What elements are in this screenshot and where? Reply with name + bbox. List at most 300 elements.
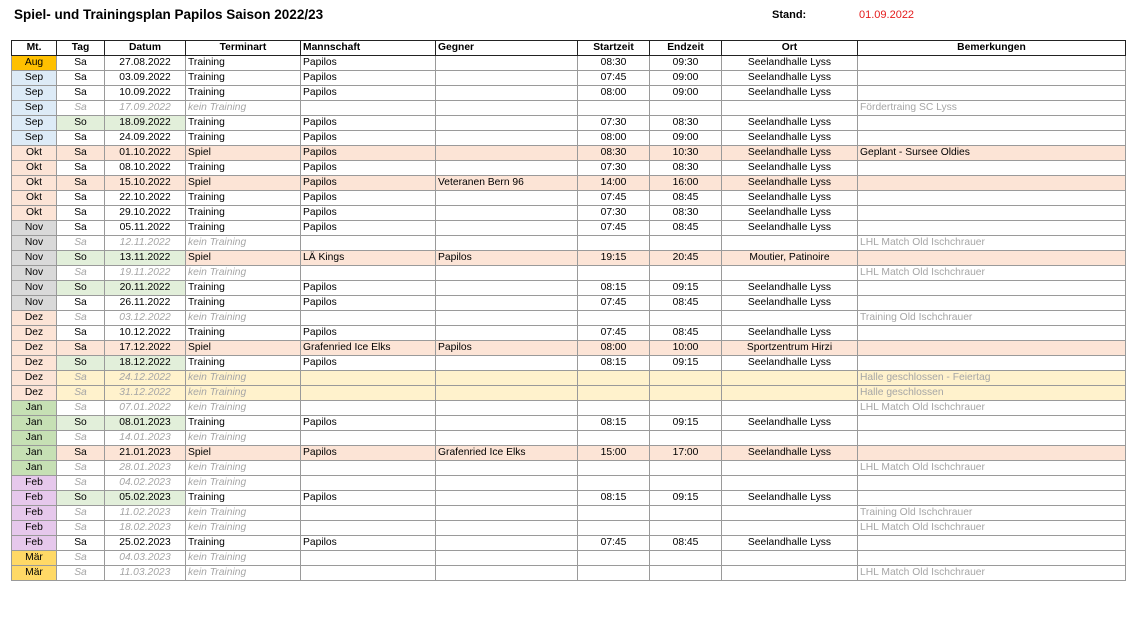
cell-opponent[interactable] <box>436 401 578 416</box>
cell-month[interactable]: Nov <box>12 251 57 266</box>
cell-team[interactable]: Papilos <box>301 356 436 371</box>
cell-start-time[interactable] <box>578 431 650 446</box>
table-row[interactable] <box>12 401 1126 416</box>
cell-start-time[interactable] <box>578 476 650 491</box>
cell-end-time[interactable]: 08:45 <box>650 536 722 551</box>
cell-location[interactable]: Seelandhalle Lyss <box>722 356 858 371</box>
cell-day[interactable]: Sa <box>57 236 105 251</box>
cell-team[interactable] <box>301 566 436 581</box>
cell-opponent[interactable] <box>436 281 578 296</box>
column-header-event-type[interactable]: Terminart <box>186 41 301 56</box>
cell-team[interactable]: Papilos <box>301 416 436 431</box>
cell-day[interactable]: So <box>57 491 105 506</box>
column-header-date[interactable]: Datum <box>105 41 186 56</box>
cell-end-time[interactable] <box>650 266 722 281</box>
cell-remarks[interactable] <box>858 86 1126 101</box>
cell-start-time[interactable]: 07:45 <box>578 326 650 341</box>
cell-month[interactable]: Mär <box>12 551 57 566</box>
cell-event-type[interactable]: Training <box>186 116 301 131</box>
cell-team[interactable]: Papilos <box>301 71 436 86</box>
cell-location[interactable]: Seelandhalle Lyss <box>722 56 858 71</box>
cell-end-time[interactable]: 09:15 <box>650 491 722 506</box>
cell-end-time[interactable]: 10:30 <box>650 146 722 161</box>
cell-month[interactable]: Jan <box>12 461 57 476</box>
cell-month[interactable]: Sep <box>12 101 57 116</box>
cell-opponent[interactable]: Papilos <box>436 341 578 356</box>
cell-date[interactable]: 01.10.2022 <box>105 146 186 161</box>
table-row[interactable] <box>12 266 1126 281</box>
cell-day[interactable]: Sa <box>57 521 105 536</box>
cell-remarks[interactable] <box>858 296 1126 311</box>
cell-day[interactable]: So <box>57 251 105 266</box>
cell-day[interactable]: Sa <box>57 296 105 311</box>
column-header-opponent[interactable]: Gegner <box>436 41 578 56</box>
cell-event-type[interactable]: kein Training <box>186 401 301 416</box>
cell-day[interactable]: Sa <box>57 131 105 146</box>
cell-day[interactable]: Sa <box>57 161 105 176</box>
table-row[interactable] <box>12 371 1126 386</box>
cell-opponent[interactable] <box>436 101 578 116</box>
cell-month[interactable]: Okt <box>12 146 57 161</box>
table-row[interactable] <box>12 236 1126 251</box>
cell-month[interactable]: Nov <box>12 296 57 311</box>
cell-remarks[interactable]: LHL Match Old Ischchrauer <box>858 521 1126 536</box>
cell-event-type[interactable]: Training <box>186 131 301 146</box>
cell-location[interactable] <box>722 371 858 386</box>
cell-event-type[interactable]: kein Training <box>186 551 301 566</box>
cell-date[interactable]: 27.08.2022 <box>105 56 186 71</box>
cell-remarks[interactable] <box>858 56 1126 71</box>
cell-remarks[interactable]: Halle geschlossen - Feiertag <box>858 371 1126 386</box>
cell-start-time[interactable] <box>578 521 650 536</box>
cell-opponent[interactable] <box>436 371 578 386</box>
cell-start-time[interactable]: 15:00 <box>578 446 650 461</box>
table-row[interactable] <box>12 296 1126 311</box>
cell-location[interactable]: Seelandhalle Lyss <box>722 161 858 176</box>
cell-month[interactable]: Nov <box>12 221 57 236</box>
cell-location[interactable] <box>722 266 858 281</box>
cell-opponent[interactable] <box>436 71 578 86</box>
cell-day[interactable]: Sa <box>57 341 105 356</box>
cell-location[interactable]: Sportzentrum Hirzi <box>722 341 858 356</box>
cell-remarks[interactable] <box>858 356 1126 371</box>
cell-start-time[interactable] <box>578 506 650 521</box>
cell-month[interactable]: Okt <box>12 206 57 221</box>
column-header-remarks[interactable]: Bemerkungen <box>858 41 1126 56</box>
cell-day[interactable]: Sa <box>57 56 105 71</box>
cell-team[interactable]: Papilos <box>301 536 436 551</box>
cell-event-type[interactable]: Training <box>186 71 301 86</box>
cell-day[interactable]: Sa <box>57 386 105 401</box>
cell-start-time[interactable]: 14:00 <box>578 176 650 191</box>
cell-remarks[interactable] <box>858 206 1126 221</box>
cell-opponent[interactable] <box>436 476 578 491</box>
cell-day[interactable]: Sa <box>57 536 105 551</box>
cell-event-type[interactable]: Training <box>186 491 301 506</box>
cell-end-time[interactable] <box>650 506 722 521</box>
cell-date[interactable]: 03.12.2022 <box>105 311 186 326</box>
cell-team[interactable]: Papilos <box>301 491 436 506</box>
cell-start-time[interactable]: 08:00 <box>578 86 650 101</box>
table-row[interactable] <box>12 416 1126 431</box>
table-row[interactable] <box>12 71 1126 86</box>
cell-team[interactable] <box>301 236 436 251</box>
cell-date[interactable]: 10.09.2022 <box>105 86 186 101</box>
cell-location[interactable]: Seelandhalle Lyss <box>722 446 858 461</box>
cell-day[interactable]: Sa <box>57 326 105 341</box>
cell-month[interactable]: Aug <box>12 56 57 71</box>
cell-start-time[interactable]: 08:00 <box>578 131 650 146</box>
cell-end-time[interactable]: 08:45 <box>650 296 722 311</box>
table-row[interactable] <box>12 476 1126 491</box>
cell-end-time[interactable] <box>650 236 722 251</box>
cell-event-type[interactable]: Training <box>186 326 301 341</box>
table-row[interactable] <box>12 311 1126 326</box>
cell-day[interactable]: Sa <box>57 86 105 101</box>
cell-event-type[interactable]: kein Training <box>186 386 301 401</box>
cell-month[interactable]: Dez <box>12 311 57 326</box>
cell-day[interactable]: So <box>57 281 105 296</box>
cell-end-time[interactable]: 08:30 <box>650 206 722 221</box>
cell-opponent[interactable]: Papilos <box>436 251 578 266</box>
cell-remarks[interactable]: Fördertraing SC Lyss <box>858 101 1126 116</box>
cell-team[interactable]: Papilos <box>301 191 436 206</box>
cell-month[interactable]: Feb <box>12 476 57 491</box>
cell-event-type[interactable]: kein Training <box>186 476 301 491</box>
cell-location[interactable]: Seelandhalle Lyss <box>722 221 858 236</box>
column-header-start-time[interactable]: Startzeit <box>578 41 650 56</box>
cell-remarks[interactable] <box>858 491 1126 506</box>
cell-remarks[interactable] <box>858 446 1126 461</box>
cell-start-time[interactable]: 07:45 <box>578 191 650 206</box>
cell-day[interactable]: Sa <box>57 551 105 566</box>
cell-date[interactable]: 08.10.2022 <box>105 161 186 176</box>
cell-opponent[interactable] <box>436 131 578 146</box>
table-row[interactable] <box>12 86 1126 101</box>
cell-end-time[interactable] <box>650 566 722 581</box>
cell-date[interactable]: 22.10.2022 <box>105 191 186 206</box>
cell-start-time[interactable] <box>578 551 650 566</box>
cell-end-time[interactable] <box>650 311 722 326</box>
cell-team[interactable]: Papilos <box>301 446 436 461</box>
cell-location[interactable] <box>722 506 858 521</box>
cell-start-time[interactable] <box>578 461 650 476</box>
cell-opponent[interactable] <box>436 491 578 506</box>
cell-team[interactable]: Papilos <box>301 86 436 101</box>
cell-opponent[interactable] <box>436 551 578 566</box>
cell-event-type[interactable]: kein Training <box>186 566 301 581</box>
cell-end-time[interactable]: 09:00 <box>650 131 722 146</box>
cell-opponent[interactable] <box>436 386 578 401</box>
table-row[interactable] <box>12 221 1126 236</box>
cell-day[interactable]: Sa <box>57 476 105 491</box>
cell-month[interactable]: Jan <box>12 401 57 416</box>
cell-day[interactable]: Sa <box>57 146 105 161</box>
cell-remarks[interactable]: LHL Match Old Ischchrauer <box>858 461 1126 476</box>
cell-location[interactable] <box>722 401 858 416</box>
cell-end-time[interactable]: 08:30 <box>650 161 722 176</box>
cell-day[interactable]: Sa <box>57 401 105 416</box>
cell-event-type[interactable]: kein Training <box>186 506 301 521</box>
cell-event-type[interactable]: Training <box>186 206 301 221</box>
cell-end-time[interactable]: 09:15 <box>650 281 722 296</box>
cell-day[interactable]: Sa <box>57 371 105 386</box>
cell-day[interactable]: Sa <box>57 176 105 191</box>
cell-opponent[interactable] <box>436 206 578 221</box>
cell-team[interactable] <box>301 311 436 326</box>
column-header-team[interactable]: Mannschaft <box>301 41 436 56</box>
cell-location[interactable] <box>722 566 858 581</box>
cell-date[interactable]: 28.01.2023 <box>105 461 186 476</box>
cell-end-time[interactable]: 20:45 <box>650 251 722 266</box>
cell-end-time[interactable] <box>650 431 722 446</box>
cell-opponent[interactable]: Grafenried Ice Elks <box>436 446 578 461</box>
cell-team[interactable] <box>301 461 436 476</box>
cell-remarks[interactable] <box>858 71 1126 86</box>
cell-team[interactable] <box>301 401 436 416</box>
cell-event-type[interactable]: kein Training <box>186 521 301 536</box>
cell-start-time[interactable] <box>578 401 650 416</box>
column-header-end-time[interactable]: Endzeit <box>650 41 722 56</box>
cell-team[interactable]: Papilos <box>301 206 436 221</box>
cell-opponent[interactable] <box>436 56 578 71</box>
table-row[interactable] <box>12 461 1126 476</box>
cell-date[interactable]: 18.09.2022 <box>105 116 186 131</box>
cell-opponent[interactable] <box>436 236 578 251</box>
cell-team[interactable]: Papilos <box>301 281 436 296</box>
cell-event-type[interactable]: kein Training <box>186 236 301 251</box>
cell-month[interactable]: Sep <box>12 131 57 146</box>
cell-opponent[interactable] <box>436 356 578 371</box>
table-row[interactable] <box>12 116 1126 131</box>
column-header-month[interactable]: Mt. <box>12 41 57 56</box>
cell-location[interactable]: Moutier, Patinoire <box>722 251 858 266</box>
cell-day[interactable]: Sa <box>57 506 105 521</box>
table-row[interactable] <box>12 146 1126 161</box>
cell-start-time[interactable]: 07:45 <box>578 536 650 551</box>
cell-date[interactable]: 31.12.2022 <box>105 386 186 401</box>
table-row[interactable] <box>12 566 1126 581</box>
cell-location[interactable]: Seelandhalle Lyss <box>722 296 858 311</box>
cell-month[interactable]: Okt <box>12 191 57 206</box>
cell-opponent[interactable] <box>436 296 578 311</box>
cell-team[interactable]: LÄ Kings <box>301 251 436 266</box>
cell-event-type[interactable]: Training <box>186 416 301 431</box>
cell-remarks[interactable] <box>858 476 1126 491</box>
cell-start-time[interactable]: 07:45 <box>578 71 650 86</box>
cell-month[interactable]: Sep <box>12 71 57 86</box>
table-row[interactable] <box>12 551 1126 566</box>
cell-start-time[interactable] <box>578 266 650 281</box>
cell-month[interactable]: Dez <box>12 371 57 386</box>
cell-location[interactable]: Seelandhalle Lyss <box>722 326 858 341</box>
table-row[interactable] <box>12 431 1126 446</box>
cell-event-type[interactable]: Spiel <box>186 251 301 266</box>
cell-month[interactable]: Sep <box>12 86 57 101</box>
cell-opponent[interactable] <box>436 191 578 206</box>
cell-team[interactable]: Papilos <box>301 56 436 71</box>
cell-day[interactable]: Sa <box>57 71 105 86</box>
cell-month[interactable]: Nov <box>12 281 57 296</box>
cell-remarks[interactable] <box>858 416 1126 431</box>
cell-start-time[interactable] <box>578 311 650 326</box>
cell-remarks[interactable]: Halle geschlossen <box>858 386 1126 401</box>
cell-end-time[interactable]: 16:00 <box>650 176 722 191</box>
cell-date[interactable]: 14.01.2023 <box>105 431 186 446</box>
cell-day[interactable]: Sa <box>57 431 105 446</box>
cell-event-type[interactable]: Training <box>186 161 301 176</box>
cell-team[interactable] <box>301 386 436 401</box>
cell-date[interactable]: 25.02.2023 <box>105 536 186 551</box>
cell-date[interactable]: 12.11.2022 <box>105 236 186 251</box>
cell-remarks[interactable] <box>858 536 1126 551</box>
cell-team[interactable] <box>301 506 436 521</box>
cell-opponent[interactable] <box>436 431 578 446</box>
cell-end-time[interactable]: 08:45 <box>650 221 722 236</box>
cell-event-type[interactable]: Spiel <box>186 341 301 356</box>
cell-day[interactable]: So <box>57 116 105 131</box>
cell-team[interactable]: Papilos <box>301 116 436 131</box>
table-row[interactable] <box>12 521 1126 536</box>
cell-month[interactable]: Feb <box>12 506 57 521</box>
table-row[interactable] <box>12 131 1126 146</box>
cell-month[interactable]: Nov <box>12 236 57 251</box>
cell-remarks[interactable]: LHL Match Old Ischchrauer <box>858 236 1126 251</box>
cell-date[interactable]: 04.03.2023 <box>105 551 186 566</box>
cell-day[interactable]: Sa <box>57 311 105 326</box>
cell-remarks[interactable] <box>858 431 1126 446</box>
cell-date[interactable]: 24.12.2022 <box>105 371 186 386</box>
cell-team[interactable]: Papilos <box>301 176 436 191</box>
cell-team[interactable] <box>301 521 436 536</box>
cell-date[interactable]: 11.03.2023 <box>105 566 186 581</box>
cell-month[interactable]: Dez <box>12 386 57 401</box>
cell-date[interactable]: 05.11.2022 <box>105 221 186 236</box>
cell-start-time[interactable] <box>578 101 650 116</box>
cell-date[interactable]: 26.11.2022 <box>105 296 186 311</box>
cell-end-time[interactable]: 09:00 <box>650 86 722 101</box>
cell-event-type[interactable]: kein Training <box>186 431 301 446</box>
cell-location[interactable] <box>722 551 858 566</box>
cell-end-time[interactable]: 08:45 <box>650 191 722 206</box>
cell-location[interactable] <box>722 386 858 401</box>
cell-location[interactable]: Seelandhalle Lyss <box>722 116 858 131</box>
cell-day[interactable]: Sa <box>57 446 105 461</box>
cell-team[interactable]: Papilos <box>301 161 436 176</box>
cell-end-time[interactable] <box>650 401 722 416</box>
cell-remarks[interactable]: Geplant - Sursee Oldies <box>858 146 1126 161</box>
cell-remarks[interactable] <box>858 221 1126 236</box>
cell-team[interactable]: Papilos <box>301 221 436 236</box>
cell-start-time[interactable] <box>578 236 650 251</box>
cell-day[interactable]: Sa <box>57 266 105 281</box>
cell-date[interactable]: 24.09.2022 <box>105 131 186 146</box>
cell-remarks[interactable] <box>858 326 1126 341</box>
cell-start-time[interactable]: 07:30 <box>578 161 650 176</box>
table-row[interactable] <box>12 341 1126 356</box>
cell-event-type[interactable]: Training <box>186 56 301 71</box>
cell-day[interactable]: Sa <box>57 566 105 581</box>
cell-remarks[interactable] <box>858 341 1126 356</box>
cell-remarks[interactable] <box>858 116 1126 131</box>
cell-remarks[interactable] <box>858 191 1126 206</box>
cell-team[interactable] <box>301 371 436 386</box>
cell-end-time[interactable] <box>650 371 722 386</box>
cell-team[interactable]: Papilos <box>301 131 436 146</box>
cell-location[interactable] <box>722 101 858 116</box>
cell-event-type[interactable]: kein Training <box>186 461 301 476</box>
cell-month[interactable]: Dez <box>12 341 57 356</box>
cell-end-time[interactable]: 09:15 <box>650 356 722 371</box>
cell-opponent[interactable] <box>436 146 578 161</box>
table-row[interactable] <box>12 161 1126 176</box>
cell-event-type[interactable]: kein Training <box>186 311 301 326</box>
cell-end-time[interactable] <box>650 461 722 476</box>
cell-start-time[interactable]: 08:15 <box>578 491 650 506</box>
cell-end-time[interactable]: 08:45 <box>650 326 722 341</box>
cell-start-time[interactable]: 07:30 <box>578 206 650 221</box>
cell-remarks[interactable]: Training Old Ischchrauer <box>858 506 1126 521</box>
cell-location[interactable]: Seelandhalle Lyss <box>722 86 858 101</box>
table-row[interactable] <box>12 191 1126 206</box>
cell-location[interactable] <box>722 236 858 251</box>
cell-event-type[interactable]: Training <box>186 356 301 371</box>
cell-location[interactable]: Seelandhalle Lyss <box>722 281 858 296</box>
cell-remarks[interactable] <box>858 251 1126 266</box>
cell-location[interactable]: Seelandhalle Lyss <box>722 536 858 551</box>
table-row[interactable] <box>12 356 1126 371</box>
cell-team[interactable] <box>301 551 436 566</box>
cell-month[interactable]: Feb <box>12 521 57 536</box>
cell-team[interactable] <box>301 476 436 491</box>
cell-event-type[interactable]: Training <box>186 536 301 551</box>
cell-event-type[interactable]: kein Training <box>186 371 301 386</box>
cell-end-time[interactable] <box>650 521 722 536</box>
cell-opponent[interactable] <box>436 521 578 536</box>
table-row[interactable] <box>12 251 1126 266</box>
cell-team[interactable]: Papilos <box>301 146 436 161</box>
cell-end-time[interactable]: 17:00 <box>650 446 722 461</box>
cell-end-time[interactable]: 09:15 <box>650 416 722 431</box>
cell-end-time[interactable]: 09:30 <box>650 56 722 71</box>
cell-opponent[interactable] <box>436 221 578 236</box>
cell-month[interactable]: Dez <box>12 356 57 371</box>
cell-opponent[interactable] <box>436 416 578 431</box>
cell-event-type[interactable]: Spiel <box>186 446 301 461</box>
cell-location[interactable] <box>722 461 858 476</box>
table-row[interactable] <box>12 326 1126 341</box>
cell-end-time[interactable]: 10:00 <box>650 341 722 356</box>
cell-remarks[interactable]: Training Old Ischchrauer <box>858 311 1126 326</box>
cell-start-time[interactable]: 08:30 <box>578 146 650 161</box>
cell-month[interactable]: Feb <box>12 536 57 551</box>
cell-date[interactable]: 29.10.2022 <box>105 206 186 221</box>
cell-date[interactable]: 11.02.2023 <box>105 506 186 521</box>
cell-remarks[interactable] <box>858 551 1126 566</box>
cell-date[interactable]: 19.11.2022 <box>105 266 186 281</box>
cell-date[interactable]: 17.09.2022 <box>105 101 186 116</box>
cell-start-time[interactable] <box>578 371 650 386</box>
cell-team[interactable]: Papilos <box>301 296 436 311</box>
cell-date[interactable]: 13.11.2022 <box>105 251 186 266</box>
cell-opponent[interactable] <box>436 266 578 281</box>
table-row[interactable] <box>12 281 1126 296</box>
cell-remarks[interactable] <box>858 281 1126 296</box>
cell-month[interactable]: Mär <box>12 566 57 581</box>
cell-location[interactable] <box>722 521 858 536</box>
table-row[interactable] <box>12 491 1126 506</box>
cell-location[interactable] <box>722 311 858 326</box>
